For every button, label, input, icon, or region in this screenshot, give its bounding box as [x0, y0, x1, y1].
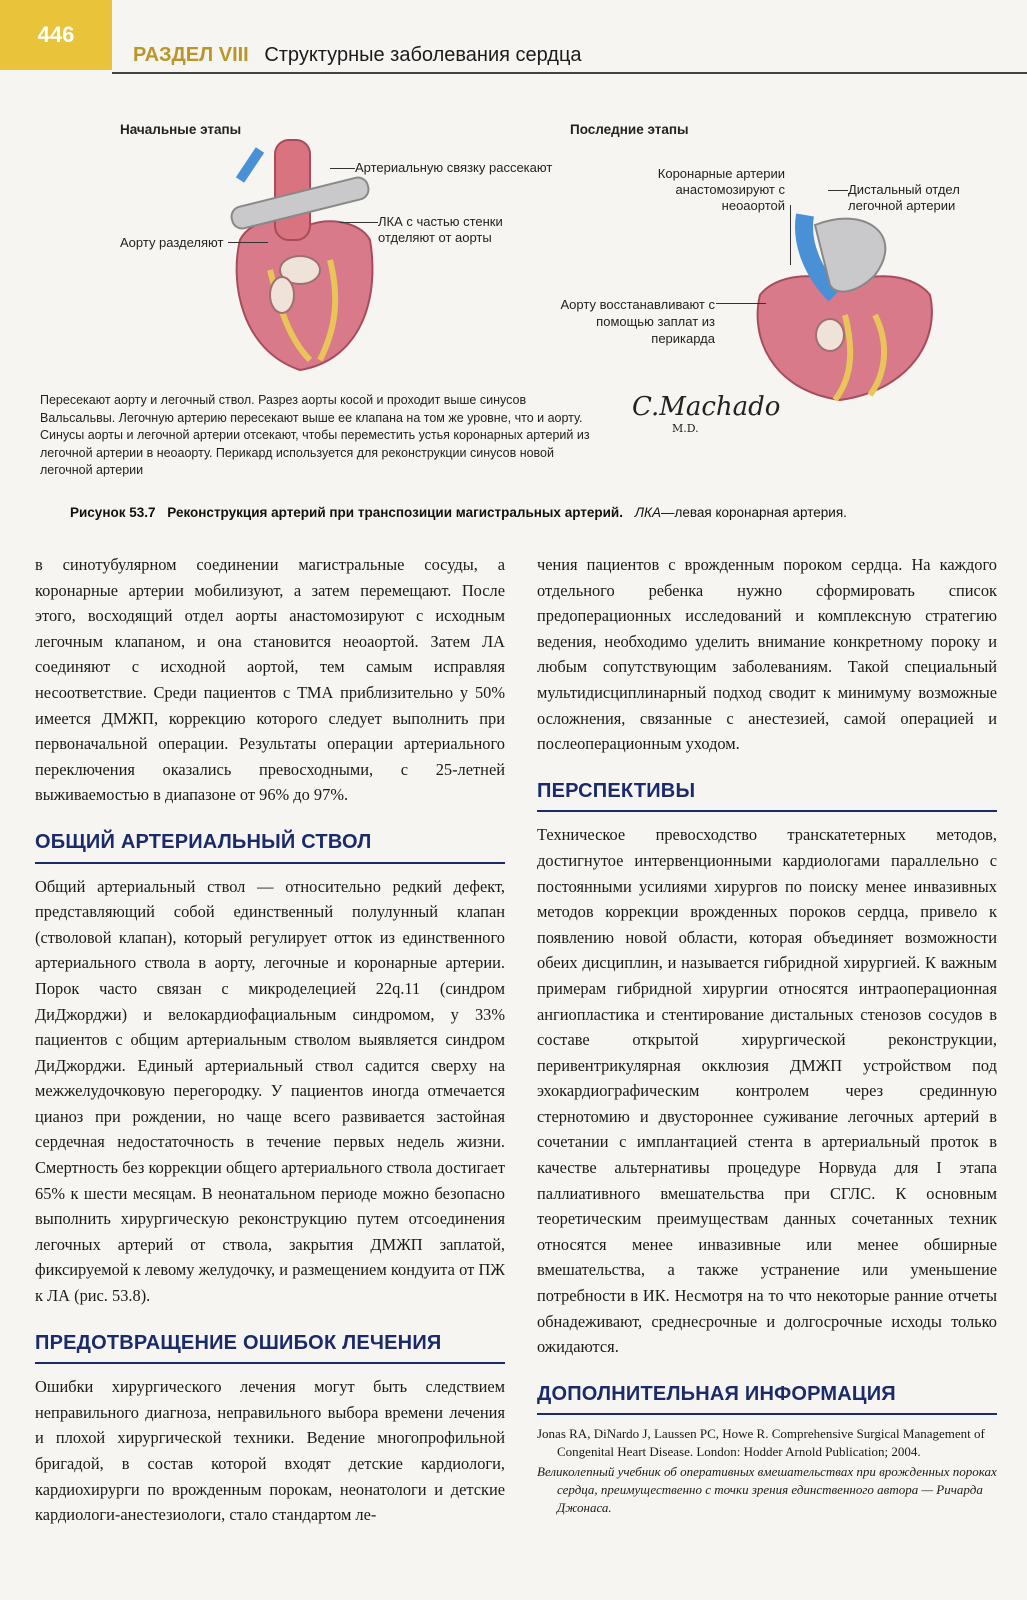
- label-aorta-divide: Аорту разделяют: [120, 235, 224, 250]
- leader-line: [228, 242, 268, 243]
- header-rule: [112, 72, 1027, 74]
- left-panel-title: Начальные этапы: [120, 122, 242, 137]
- section-title: Структурные заболевания сердца: [264, 44, 582, 66]
- paragraph: Ошибки хирургического лечения могут быть следствием неправильного диагноза, неправильного выбора времени лечения и плохой хирургической техники. Ведение многопрофильной бригадой, в состав которой входят детские кардиологи, кардиохирурги по врожденным порокам, неонатологи и детские кардиологи-анестезиологи, стало стандартом ле-: [35, 1377, 505, 1525]
- left-column: [35, 552, 505, 1528]
- right-column: [537, 552, 997, 1517]
- right-panel-title: Последние этапы: [570, 122, 689, 137]
- figure-caption: [70, 505, 1000, 520]
- label-distal: Дистальный отдел легочной артерии: [848, 182, 960, 213]
- leader-line: [330, 168, 355, 169]
- section-label: РАЗДЕЛ VIII: [133, 44, 249, 66]
- page-number: 446: [0, 0, 112, 70]
- running-head: [133, 44, 582, 67]
- signature-name: C.Machado: [632, 392, 781, 422]
- leader-line: [340, 222, 378, 223]
- paragraph: чения пациентов с врожденным пороком сердца. На каждого отдельного ребенка нужно сформировать список предоперационных исследований и комплексную стратегию ведения, необходимо уделить внимание конкретному пороку и любым сопутствующим заболеваниям. Такой специальный мультидисциплинарный подход сводит к минимуму возможные осложнения, связанные с анестезией, самой операцией и послеоперационным уходом.: [537, 555, 997, 754]
- label-restore: Аорту восстанавливают с помощью заплат из перикарда: [560, 297, 715, 346]
- leader-line: [716, 303, 766, 304]
- heart-illustration-initial: [220, 120, 380, 380]
- leader-line: [828, 190, 848, 191]
- paragraph: Техническое превосходство транскатетерных методов, достигнутое интервенционными кардиологами параллельно с постоянными усилиями хирургов по поиску менее инвазивных методов коррекции врожденных пороков сердца, привело к появлению новой области, которая объединяет возможности обеих дисциплин, и называется гибридной хирургией. К важным примерам гибридной хирургии относятся интраоперационная ангиопластика и стентирование дистальных стенозов сосудов в составе открытой хирургической реконструкции, перивентрикулярная окклюзия ДМЖП устройством под эхокардиографическим контролем через срединную стернотомию и двустороннее суживание легочных артерий в сочетании с имплантацией стента в артериальный проток в качестве альтернативы процедуре Норвуда для I этапа паллиативного вмешательства при СГЛС. К основным теоретическим преимуществам данных сочетанных техник относятся менее инвазивные или менее обширные вмешательства, а также устранение или уменьшение потребности в ИК. Несмотря на то что некоторые ранние отчеты обнадеживают, среднесрочные и долгосрочные исходы только ожидаются.: [537, 825, 997, 1357]
- paragraph: Общий артериальный ствол — относительно редкий дефект, представляющий собой единственный полулунный клапан (стволовой клапан), который регулирует отток из единственного артериального ствола в аорту, легочные и коронарные артерии. Порок часто связан с микроделецией 22q.11 (синдром ДиДжорджи) и велокардиофациальным синдромом, у 33% пациентов с общим артериальным стволом выявляется синдром ДиДжорджи. Единый артериальный ствол садится сверху на межжелудочковую перегородку. У пациентов иногда отмечается цианоз при рождении, но чаще всего развивается застойная сердечная недостаточность в течение первых недель жизни. Смертность без коррекции общего артериального ствола достигает 65% к шести месяцам. В неонатальном периоде можно безопасно выполнить хирургическую реконструкцию путем отсоединения легочных артерий от ствола, закрытия ДМЖП заплатой, фиксируемой к левому желудочку, и размещением кондуита от ПЖ к ЛА (рис. 53.8).: [35, 876, 505, 1306]
- section-heading: ПЕРСПЕКТИВЫ: [537, 779, 997, 813]
- bibliography: [537, 1425, 997, 1517]
- section-heading: ПРЕДОТВРАЩЕНИЕ ОШИБОК ЛЕЧЕНИЯ: [35, 1331, 505, 1365]
- figure-description: Пересекают аорту и легочный ствол. Разрез аорты косой и проходит выше синусов Вальсальвы. Легочную артерию пересекают выше ее клапана на том же уровне, что и аорту. Синусы аорты и легочной артерии отсекают, чтобы переместить устья коронарных артерий из легочной артерии в неоаорту. Перикард используется для реконструкции синусов новой легочной артерии: [40, 393, 590, 477]
- figure-abbr: ЛКА: [634, 505, 661, 520]
- section-heading: ОБЩИЙ АРТЕРИАЛЬНЫЙ СТВОЛ: [35, 830, 505, 864]
- reference-note: Великолепный учебник об оперативных вмешательствах при врожденных пороках сердца, преимущественно с точки зрения единственного автора — Ричарда Джонаса.: [537, 1464, 997, 1516]
- paragraph: в синотубулярном соединении магистральные сосуды, а коронарные артерии мобилизуют, а затем перемещают. После этого, восходящий отдел аорты анастомозируют с исходным легочным клапаном, и она становится неоаортой. Затем ЛА соединяют с исходной аортой, тем самым исправляя несоответствие. Среди пациентов с ТМА приблизительно у 50% имеется ДМЖП, коррекцию которого следует выполнить при первоначальной операции. Результаты операции артериального переключения оказались превосходными, с 25-летней выживаемостью в диапазоне от 96% до 97%.: [35, 555, 505, 805]
- heart-illustration-final: [745, 205, 945, 405]
- label-ligament: Артериальную связку рассекают: [355, 160, 553, 175]
- label-coronary: Коронарные артерии анастомозируют с неоаортой: [657, 166, 785, 213]
- label-lka: ЛКА с частью стенки отделяют от аорты: [378, 214, 503, 245]
- signature-md: M.D.: [672, 422, 699, 435]
- figure-abbr-def: —левая коронарная артерия.: [660, 505, 847, 520]
- figure-number: Рисунок 53.7: [70, 505, 156, 520]
- reference-entry: Jonas RA, DiNardo J, Laussen PC, Howe R. Comprehensive Surgical Management of Congenital Heart Disease. London: Hodder Arnold Publication; 2004.: [537, 1426, 985, 1460]
- figure-title-text: Реконструкция артерий при транспозиции магистральных артерий.: [167, 505, 623, 520]
- artist-signature: [632, 392, 780, 435]
- leader-line: [790, 205, 791, 265]
- section-heading: ДОПОЛНИТЕЛЬНАЯ ИНФОРМАЦИЯ: [537, 1382, 997, 1416]
